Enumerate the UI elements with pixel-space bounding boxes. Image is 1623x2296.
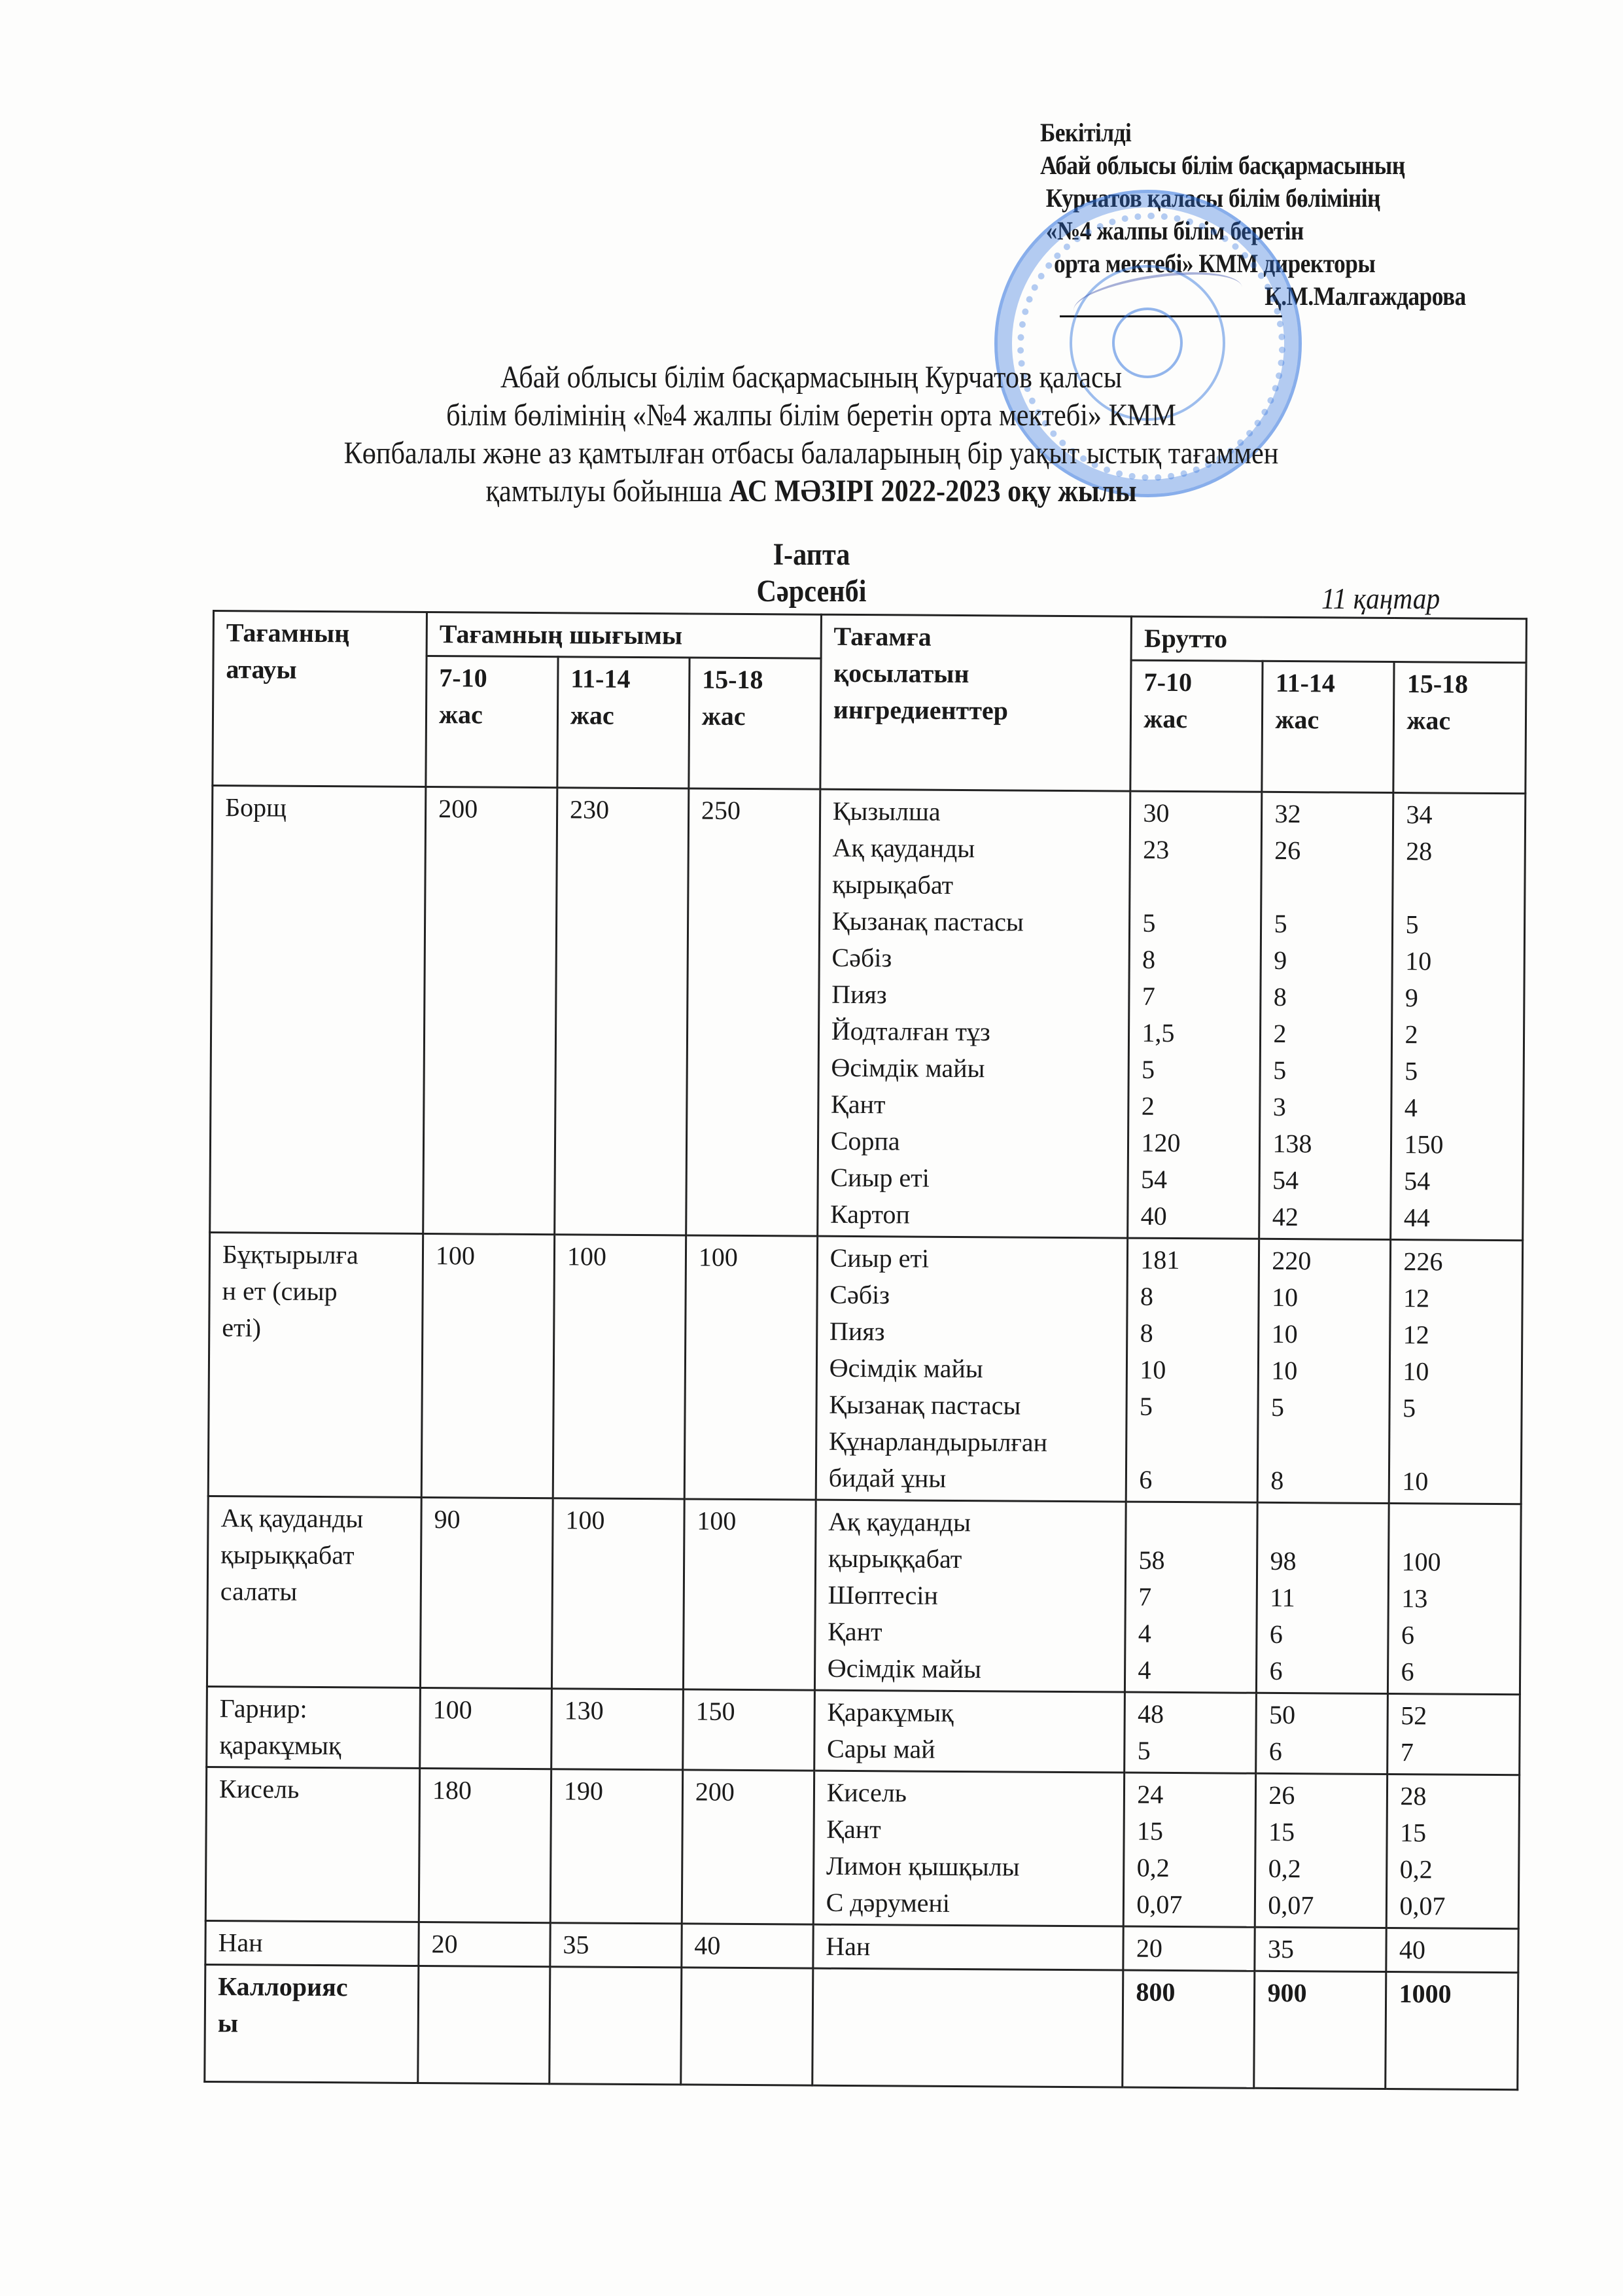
gross-value: 150 <box>1404 1129 1444 1159</box>
header-text: жас <box>1406 705 1451 735</box>
title-line: Көпбалалы және аз қамтылған отбасы балаларының бір уақыт ыстық тағаммен <box>343 436 1279 470</box>
menu-row <box>208 1232 1522 1504</box>
gross-value: 5 <box>1141 1054 1155 1084</box>
gross-value <box>1139 1506 1245 1543</box>
gross-value <box>1403 1426 1509 1464</box>
gross-value: 7 <box>1138 1581 1152 1612</box>
gross-cell <box>1255 1927 1386 1971</box>
title-line <box>213 472 1410 510</box>
header-text: 7-10 <box>439 663 487 693</box>
gross-value: 4 <box>1138 1618 1151 1648</box>
empty-cell <box>418 1966 550 2083</box>
header-age-15-18 <box>689 658 821 789</box>
ingredient-name: Лимон қышқылы <box>826 1850 1020 1882</box>
ingredients-cell <box>814 1690 1125 1773</box>
gross-value: 23 <box>1143 834 1170 864</box>
gross-value: 0,2 <box>1136 1852 1170 1882</box>
gross-value: 40 <box>1399 1935 1426 1965</box>
gross-value: 10 <box>1140 1354 1166 1385</box>
gross-value: 15 <box>1399 1818 1427 1848</box>
gross-value: 28 <box>1400 1781 1427 1811</box>
gross-value: 42 <box>1272 1201 1299 1232</box>
gross-cell <box>1125 1502 1258 1693</box>
ingredient-name: Өсімдік майы <box>831 1052 985 1084</box>
gross-value: 10 <box>1271 1318 1298 1349</box>
header-text: 15-18 <box>702 664 763 695</box>
gross-value: 12 <box>1403 1320 1429 1350</box>
gross-value: 24 <box>1137 1779 1164 1809</box>
title-line: білім бөлімінің «№4 жалпы білім беретін орта мектебі» КММ <box>446 398 1176 433</box>
gross-value: 9 <box>1274 945 1287 976</box>
header-dish-name <box>213 611 427 787</box>
menu-table <box>203 610 1527 2091</box>
ingredient-name: Сәбіз <box>829 1279 890 1310</box>
gross-cell <box>1386 1928 1518 1973</box>
yield-cell: 40 <box>682 1924 813 1968</box>
header-text: 7-10 <box>1143 667 1193 698</box>
gross-value <box>1270 1506 1376 1544</box>
document-title <box>131 359 1492 510</box>
menu-row <box>205 1767 1519 1928</box>
gross-cell <box>1259 792 1393 1239</box>
calorie-label <box>205 1964 419 2083</box>
header-gross: Брутто <box>1131 616 1526 663</box>
ingredient-name: Қызанақ пастасы <box>829 1389 1021 1421</box>
gross-value: 2 <box>1141 1091 1155 1121</box>
gross-value: 9 <box>1405 983 1419 1013</box>
ingredient-name: қырыққабат <box>828 1543 962 1574</box>
gross-value: 8 <box>1273 981 1287 1012</box>
header-text: Тағамға <box>833 621 932 652</box>
dish-name-cell <box>208 1232 423 1497</box>
ingredient-name: Қызанақ пастасы <box>831 906 1024 937</box>
gross-value: 54 <box>1140 1164 1168 1194</box>
yield-cell: 180 <box>419 1768 551 1922</box>
gross-value <box>1270 1426 1376 1463</box>
gross-value: 8 <box>1140 1281 1154 1311</box>
yield-cell: 230 <box>555 788 689 1235</box>
gross-value <box>1406 870 1512 907</box>
yield-cell: 190 <box>550 1769 682 1924</box>
calorie-value-7-10: 800 <box>1123 1970 1255 2088</box>
ingredients-cell <box>816 1236 1128 1502</box>
header-text: жас <box>438 699 483 730</box>
yield-cell: 130 <box>551 1689 684 1770</box>
yield-cell: 100 <box>420 1687 552 1769</box>
ingredient-name: Нан <box>826 1931 871 1962</box>
gross-value: 11 <box>1270 1582 1295 1613</box>
gross-cell <box>1128 791 1262 1239</box>
yield-cell: 200 <box>682 1770 814 1924</box>
yield-cell: 90 <box>420 1497 553 1688</box>
header-yield: Тағамның шығымы <box>427 612 821 659</box>
header-text: 11-14 <box>570 663 631 694</box>
gross-value: 0,07 <box>1268 1890 1314 1920</box>
gross-cell <box>1123 1926 1255 1971</box>
yield-cell: 150 <box>683 1689 815 1771</box>
ingredient-name: Ақ қауданды <box>832 832 975 864</box>
header-text: жас <box>570 700 614 730</box>
gross-cell <box>1124 1773 1256 1927</box>
header-gross-11-14 <box>1262 661 1394 792</box>
calorie-label-text: ы <box>217 2008 239 2038</box>
gross-value <box>1402 1507 1509 1544</box>
gross-value: 7 <box>1400 1737 1414 1767</box>
title-prefix: қамтылуы бойынша <box>485 474 729 508</box>
ingredient-name: Шөптесін <box>828 1580 938 1610</box>
gross-value: 226 <box>1403 1246 1443 1277</box>
ingredient-name: Қаракұмық <box>827 1697 954 1727</box>
ingredient-name: бидай ұны <box>828 1462 947 1493</box>
gross-cell <box>1387 1694 1520 1775</box>
gross-value: 15 <box>1268 1816 1295 1847</box>
gross-value: 44 <box>1403 1203 1430 1233</box>
gross-value: 20 <box>1136 1933 1163 1963</box>
calorie-label-text: Каллорияс <box>218 1971 348 2002</box>
ingredients-cell <box>813 1924 1124 1970</box>
gross-value: 8 <box>1270 1465 1284 1496</box>
yield-cell: 100 <box>684 1235 817 1500</box>
gross-value: 6 <box>1401 1657 1414 1687</box>
gross-value: 138 <box>1272 1128 1312 1159</box>
gross-value: 34 <box>1406 800 1433 830</box>
director-name: Қ.М.Малгаждарова <box>1265 281 1466 311</box>
gross-value: 0,2 <box>1399 1854 1433 1884</box>
ingredient-name: Қант <box>831 1089 886 1120</box>
gross-value: 50 <box>1269 1699 1296 1730</box>
menu-row <box>207 1686 1520 1775</box>
gross-value: 100 <box>1401 1547 1441 1577</box>
gross-value: 12 <box>1403 1283 1430 1313</box>
gross-value: 220 <box>1272 1245 1312 1276</box>
gross-value: 26 <box>1268 1780 1295 1810</box>
gross-value: 6 <box>1268 1736 1282 1767</box>
dish-name: салаты <box>220 1576 298 1606</box>
dish-name-cell <box>205 1767 419 1922</box>
menu-row <box>207 1496 1521 1694</box>
gross-value: 120 <box>1141 1127 1181 1158</box>
ingredient-name: Қант <box>828 1616 882 1647</box>
gross-value: 6 <box>1401 1620 1415 1650</box>
dish-name-cell <box>207 1496 421 1687</box>
gross-cell <box>1387 1775 1520 1929</box>
menu-table-body <box>205 786 1526 1973</box>
approval-line: Абай облысы білім басқармасының <box>1040 150 1405 180</box>
dish-name: еті) <box>222 1313 262 1343</box>
dish-name-cell <box>210 786 426 1234</box>
empty-cell <box>812 1968 1123 2087</box>
gross-value: 1,5 <box>1142 1017 1175 1048</box>
gross-value: 2 <box>1405 1019 1418 1050</box>
ingredients-cell <box>817 789 1130 1238</box>
dish-name: Ақ қауданды <box>220 1503 364 1534</box>
ingredient-name: қырықабат <box>832 869 954 900</box>
gross-cell <box>1256 1693 1388 1774</box>
approval-block <box>1040 116 1512 313</box>
header-ingredients <box>820 614 1132 791</box>
dish-name-cell <box>205 1920 419 1966</box>
calorie-value-15-18: 1000 <box>1386 1971 1518 2089</box>
header-text: 11-14 <box>1275 667 1336 698</box>
yield-cell: 100 <box>551 1498 684 1689</box>
empty-cell <box>681 1968 813 2085</box>
gross-value: 48 <box>1137 1699 1164 1729</box>
dish-name-cell <box>207 1686 421 1768</box>
dish-name: Гарнир: <box>219 1693 307 1723</box>
yield-cell: 100 <box>553 1235 686 1499</box>
header-text: ингредиенттер <box>833 694 1009 726</box>
dish-name: Кисель <box>218 1774 300 1804</box>
header-text: жас <box>1143 703 1188 734</box>
gross-value: 32 <box>1274 798 1301 829</box>
week-label: І-апта <box>773 537 850 572</box>
gross-value <box>1274 869 1380 906</box>
ingredients-cell <box>814 1500 1126 1692</box>
gross-value: 5 <box>1402 1393 1416 1423</box>
header-age-7-10 <box>426 656 558 787</box>
yield-cell: 20 <box>419 1922 550 1966</box>
gross-cell <box>1389 1240 1523 1504</box>
yield-cell: 100 <box>421 1233 554 1498</box>
gross-value: 15 <box>1136 1816 1164 1846</box>
approval-line: «№4 жалпы білім беретін <box>1045 216 1304 245</box>
gross-value: 28 <box>1406 836 1433 866</box>
gross-value: 98 <box>1270 1545 1297 1576</box>
approval-line: орта мектебі» КММ директоры <box>1054 249 1376 278</box>
ingredients-cell <box>813 1771 1125 1926</box>
dish-name: қырыққабат <box>220 1540 355 1570</box>
dish-name: Борщ <box>225 792 287 822</box>
approval-line: Курчатов қаласы білім бөлімінің <box>1045 183 1380 213</box>
ingredient-name: Қант <box>826 1814 881 1845</box>
gross-cell <box>1388 1504 1521 1695</box>
gross-value: 7 <box>1142 981 1155 1011</box>
yield-cell: 100 <box>683 1499 816 1690</box>
dish-name: Бұқтырылға <box>222 1239 358 1270</box>
gross-value: 8 <box>1142 944 1156 974</box>
ingredient-name: Сәбіз <box>831 942 892 973</box>
gross-value <box>1139 1425 1245 1462</box>
gross-value: 8 <box>1140 1318 1153 1348</box>
gross-value: 5 <box>1270 1392 1285 1422</box>
menu-row <box>210 786 1526 1241</box>
ingredient-name: Кисель <box>826 1777 907 1808</box>
header-gross-7-10 <box>1130 660 1263 792</box>
gross-value: 54 <box>1272 1165 1299 1195</box>
gross-value: 26 <box>1274 835 1301 866</box>
gross-cell <box>1258 1239 1391 1503</box>
dish-name: қаракұмық <box>219 1730 341 1761</box>
ingredient-name: Картоп <box>829 1199 910 1229</box>
ingredient-name: Сиыр еті <box>830 1162 930 1193</box>
menu-title-bold: АС МӘЗІРІ 2022-2023 оқу жылы <box>729 474 1137 508</box>
gross-value: 5 <box>1139 1391 1153 1421</box>
gross-value: 6 <box>1139 1464 1153 1494</box>
gross-value: 30 <box>1143 798 1170 828</box>
dish-name: Нан <box>218 1928 263 1958</box>
header-gross-15-18 <box>1393 662 1526 794</box>
ingredient-name: С дәрумені <box>826 1887 951 1918</box>
approval-heading: Бекітілді <box>1040 118 1132 147</box>
header-text: Тағамның <box>226 618 350 648</box>
gross-value: 5 <box>1137 1735 1151 1765</box>
ingredient-name: Қызылша <box>832 796 941 826</box>
calorie-value-11-14: 900 <box>1254 1971 1386 2089</box>
gross-value: 0,2 <box>1268 1853 1301 1884</box>
gross-value: 5 <box>1405 910 1419 940</box>
gross-cell <box>1255 1773 1387 1928</box>
empty-cell <box>550 1967 682 2085</box>
ingredient-name: Пияз <box>831 979 887 1010</box>
ingredient-name: Сиыр еті <box>829 1243 930 1273</box>
cell-spacer <box>217 2041 405 2079</box>
gross-value: 10 <box>1405 946 1432 976</box>
gross-value: 5 <box>1142 908 1156 938</box>
gross-value: 10 <box>1271 1282 1299 1313</box>
gross-value: 54 <box>1404 1166 1431 1196</box>
menu-row <box>205 1920 1518 1972</box>
gross-value: 35 <box>1267 1934 1295 1964</box>
gross-value: 4 <box>1404 1093 1418 1123</box>
gross-value: 181 <box>1140 1245 1180 1275</box>
gross-value <box>1143 868 1249 906</box>
yield-cell: 250 <box>686 788 820 1236</box>
gross-cell <box>1391 793 1526 1241</box>
ingredient-name: Йодталған тұз <box>831 1016 990 1047</box>
gross-value: 0,07 <box>1399 1891 1446 1921</box>
yield-cell: 35 <box>550 1923 682 1968</box>
header-text: жас <box>1275 704 1319 735</box>
ingredient-name: Өсімдік майы <box>827 1653 982 1684</box>
header-text: жас <box>701 701 746 731</box>
yield-cell: 200 <box>423 786 557 1234</box>
gross-cell <box>1125 1692 1257 1773</box>
ingredient-name: Өсімдік майы <box>829 1352 983 1384</box>
gross-value: 13 <box>1401 1583 1428 1614</box>
ingredient-name: Құнарландырылған <box>828 1426 1048 1457</box>
gross-value: 58 <box>1138 1545 1165 1575</box>
header-text: атауы <box>226 654 297 684</box>
title-line: Абай облысы білім басқармасының Курчатов қаласы <box>500 360 1123 395</box>
gross-value: 10 <box>1271 1355 1298 1386</box>
gross-value: 52 <box>1401 1701 1427 1731</box>
calorie-row <box>205 1964 1518 2089</box>
gross-value: 6 <box>1269 1619 1283 1650</box>
gross-value: 40 <box>1140 1201 1167 1231</box>
header-text: қосылатын <box>833 658 969 689</box>
ingredient-name: Пияз <box>829 1316 885 1347</box>
header-age-11-14 <box>557 657 689 788</box>
date-label: 11 қаңтар <box>1321 582 1440 615</box>
gross-value: 0,07 <box>1136 1889 1183 1920</box>
gross-cell <box>1126 1238 1260 1502</box>
gross-value: 6 <box>1269 1655 1283 1686</box>
gross-value: 5 <box>1405 1056 1418 1086</box>
gross-value: 4 <box>1138 1655 1151 1685</box>
gross-value: 10 <box>1402 1466 1429 1496</box>
dish-name: н ет (сиыр <box>222 1276 338 1307</box>
day-label: Сәрсенбі <box>756 574 867 609</box>
gross-value: 5 <box>1273 1055 1287 1086</box>
ingredient-name: Сары май <box>826 1733 935 1764</box>
ingredient-name: Ақ қауданды <box>828 1506 971 1538</box>
gross-value: 2 <box>1273 1018 1287 1049</box>
gross-value: 10 <box>1403 1356 1429 1386</box>
header-text: 15-18 <box>1406 669 1469 699</box>
ingredient-name: Сорпа <box>830 1125 900 1156</box>
gross-cell <box>1257 1502 1389 1693</box>
gross-value: 3 <box>1272 1091 1286 1122</box>
gross-value: 5 <box>1274 908 1287 939</box>
